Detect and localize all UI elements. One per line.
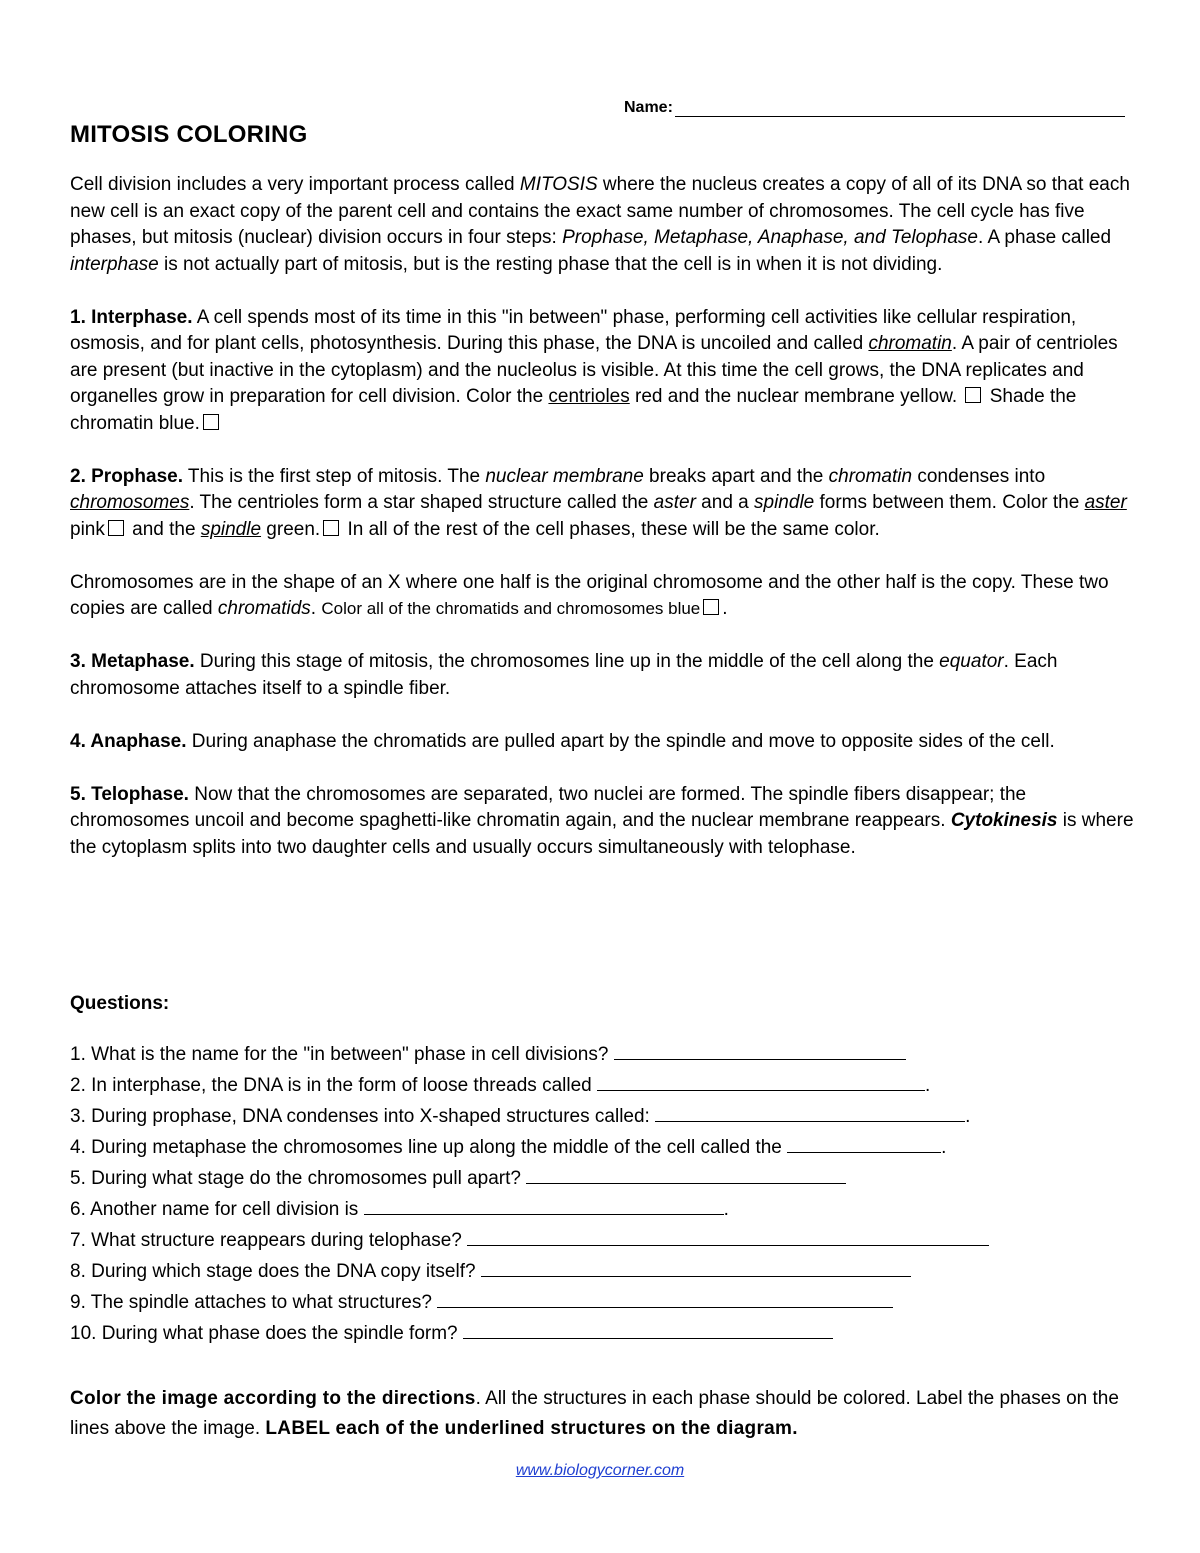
- checkbox-aster[interactable]: [108, 520, 124, 536]
- question-item: [70, 1194, 989, 1225]
- prophase-text: This is the first step of mitosis. The: [183, 465, 486, 487]
- answer-blank[interactable]: [597, 1072, 925, 1091]
- question-item: [70, 1163, 989, 1194]
- question-text: 4. During metaphase the chromosomes line up along the middle of the cell called the: [70, 1137, 788, 1158]
- term-chromatin: chromatin: [828, 465, 913, 487]
- answer-blank[interactable]: [467, 1227, 989, 1246]
- telophase-text: Now that the chromosomes are separated, two nuclei are formed. The spindle fibers disappear; the chromosomes uncoil and become spaghetti-like chromatin again, and the nuclear membrane reappears.: [70, 783, 1027, 831]
- metaphase-paragraph: [70, 649, 1135, 702]
- directions-bold-1: Color the image according to the directions: [70, 1388, 476, 1409]
- term-aster-underlined: aster: [1084, 492, 1127, 513]
- answer-blank[interactable]: [526, 1165, 846, 1184]
- question-text: 1. What is the name for the "in between" phase in cell divisions?: [70, 1044, 614, 1065]
- answer-blank[interactable]: [364, 1196, 724, 1215]
- footer-link[interactable]: www.biologycorner.com: [515, 1462, 685, 1479]
- question-end: .: [965, 1106, 971, 1127]
- prophase-heading: 2. Prophase.: [70, 465, 183, 487]
- questions-heading: Questions:: [70, 993, 170, 1014]
- checkbox-chromatids[interactable]: [703, 599, 719, 615]
- question-item: [70, 1287, 989, 1318]
- term-chromosomes: chromosomes: [70, 492, 190, 513]
- question-item: [70, 1101, 989, 1132]
- prophase-text: and the: [126, 518, 201, 540]
- interphase-paragraph: [70, 305, 1135, 438]
- metaphase-text: During this stage of mitosis, the chromosomes line up in the middle of the cell along the: [194, 651, 940, 672]
- term-mitosis-steps: Prophase, Metaphase, Anaphase, and Telophase: [562, 227, 978, 248]
- question-text: 3. During prophase, DNA condenses into X-shaped structures called:: [70, 1106, 656, 1127]
- term-aster: aster: [653, 492, 696, 513]
- term-mitosis: MITOSIS: [519, 174, 598, 195]
- prophase-text: condenses into: [912, 465, 1046, 487]
- directions-text: . All the structures in each phase should be colored. Label the phases on the lines above the image.: [70, 1388, 1119, 1439]
- checkbox-spindle[interactable]: [323, 520, 339, 536]
- term-chromatin: chromatin: [868, 333, 952, 354]
- interphase-heading: 1. Interphase.: [70, 306, 193, 328]
- term-chromatids: chromatids: [217, 598, 311, 619]
- chromosomes-text: Chromosomes are in the shape of an X where one half is the original chromosome and the other half is the copy. These two copies are called: [70, 571, 1109, 619]
- term-cytokinesis: Cytokinesis: [950, 810, 1058, 831]
- question-end: .: [925, 1075, 931, 1096]
- anaphase-heading: 4. Anaphase.: [70, 730, 187, 752]
- answer-blank[interactable]: [787, 1134, 941, 1153]
- interphase-text: red and the nuclear membrane yellow.: [629, 386, 958, 407]
- answer-blank[interactable]: [655, 1103, 965, 1122]
- intro-paragraph: [70, 172, 1135, 278]
- question-item: [70, 1132, 989, 1163]
- prophase-text: In all of the rest of the cell phases, these will be the same color.: [342, 518, 880, 540]
- intro-text: where the nucleus creates a copy of all of its DNA so that each new cell is an exact copy of the parent cell and contains the exact same number of chromosomes. The cell cycle has five phases, but mitosis (nuclear) division occurs in four steps:: [70, 174, 1130, 248]
- prophase-paragraph: [70, 464, 1135, 544]
- name-label: Name:: [624, 99, 673, 116]
- questions-list: [70, 1039, 989, 1349]
- prophase-text: breaks apart and the: [643, 465, 829, 487]
- chromosomes-paragraph: [70, 570, 1135, 623]
- prophase-text: green.: [261, 518, 321, 540]
- question-text: 9. The spindle attaches to what structures?: [70, 1292, 438, 1313]
- question-text: 2. In interphase, the DNA is in the form of loose threads called: [70, 1075, 598, 1096]
- question-end: .: [723, 1199, 729, 1220]
- checkbox-centrioles-membrane[interactable]: [965, 387, 981, 403]
- question-item: [70, 1225, 989, 1256]
- term-equator: equator: [939, 651, 1004, 672]
- term-interphase: interphase: [70, 253, 159, 275]
- page-title: MITOSIS COLORING: [70, 121, 308, 148]
- directions-bold-2: LABEL each of the underlined structures on the diagram.: [265, 1418, 798, 1439]
- interphase-text: Shade the chromatin blue.: [70, 386, 1077, 434]
- question-item: [70, 1256, 989, 1287]
- prophase-text: pink: [70, 518, 105, 540]
- footer: [0, 1462, 1200, 1480]
- intro-text: Cell division includes a very important process called: [70, 174, 520, 195]
- question-end: .: [941, 1137, 947, 1158]
- term-centrioles: centrioles: [548, 386, 630, 407]
- question-text: 6. Another name for cell division is: [70, 1199, 364, 1220]
- telophase-text: is where the cytoplasm splits into two daughter cells and usually occurs simultaneously with telophase.: [70, 810, 1134, 858]
- question-item: [70, 1070, 989, 1101]
- question-item: [70, 1039, 989, 1070]
- telophase-paragraph: [70, 782, 1135, 862]
- intro-text: is not actually part of mitosis, but is the resting phase that the cell is in when it is not dividing.: [158, 253, 943, 275]
- questions-section: [70, 991, 989, 1349]
- answer-blank[interactable]: [463, 1320, 833, 1339]
- answer-blank[interactable]: [481, 1258, 911, 1277]
- interphase-text: A cell spends most of its time in this "in between" phase, performing cell activities like cellular respiration, osmosis, and for plant cells, photosynthesis. During this phase, the DNA is uncoiled and called: [70, 306, 1077, 354]
- metaphase-heading: 3. Metaphase.: [70, 651, 195, 672]
- prophase-text: and a: [695, 492, 755, 513]
- name-blank-line[interactable]: [675, 98, 1125, 117]
- anaphase-paragraph: [70, 729, 1135, 756]
- intro-text: . A phase called: [977, 227, 1112, 248]
- question-text: 10. During what phase does the spindle form?: [70, 1323, 463, 1344]
- term-spindle-underlined: spindle: [200, 518, 262, 540]
- question-item: [70, 1318, 989, 1349]
- answer-blank[interactable]: [437, 1289, 893, 1308]
- prophase-text: . The centrioles form a star shaped structure called the: [189, 492, 654, 513]
- metaphase-text: . Each chromosome attaches itself to a spindle fiber.: [70, 651, 1058, 699]
- worksheet-body: [70, 172, 1135, 888]
- chromosomes-text: .: [722, 598, 728, 619]
- anaphase-text: During anaphase the chromatids are pulled apart by the spindle and move to opposite sides of the cell.: [186, 730, 1055, 752]
- checkbox-chromatin[interactable]: [203, 414, 219, 430]
- telophase-heading: 5. Telophase.: [70, 783, 189, 805]
- name-field: [624, 98, 1125, 117]
- interphase-text: . A pair of centrioles are present (but inactive in the cytoplasm) and the nucleolus is visible. At this time the cell grows, the DNA replicates and organelles grow in preparation for cell division. Color the: [70, 333, 1118, 407]
- question-text: 5. During what stage do the chromosomes pull apart?: [70, 1168, 527, 1189]
- answer-blank[interactable]: [614, 1041, 906, 1060]
- coloring-directions: [70, 1384, 1140, 1444]
- term-nuclear-membrane: nuclear membrane: [485, 465, 644, 487]
- question-text: 8. During which stage does the DNA copy itself?: [70, 1261, 481, 1282]
- chromosomes-instruction: Color all of the chromatids and chromosomes blue: [321, 599, 701, 618]
- question-text: 7. What structure reappears during telophase?: [70, 1230, 468, 1251]
- prophase-text: forms between them. Color the: [814, 492, 1085, 513]
- chromosomes-text: .: [310, 598, 322, 619]
- term-spindle: spindle: [754, 492, 815, 513]
